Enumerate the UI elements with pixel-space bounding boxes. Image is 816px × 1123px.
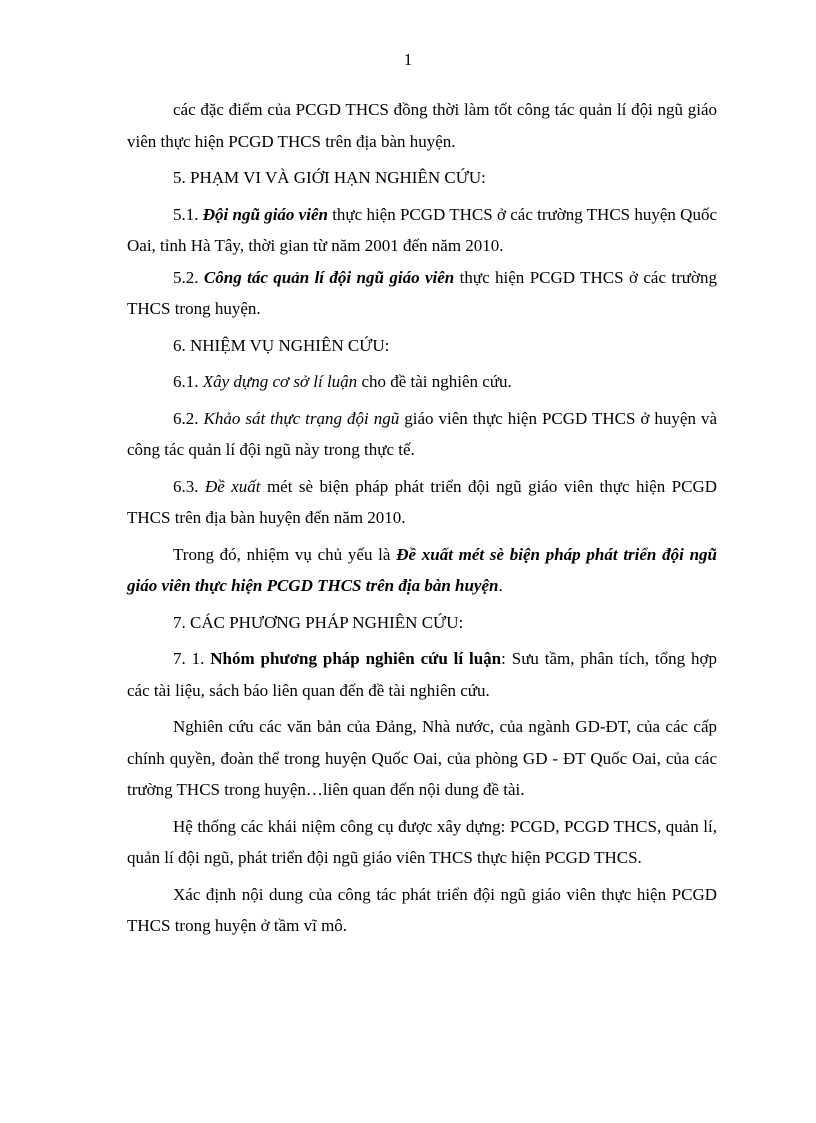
emphasis-5-2: Công tác quản lí đội ngũ giáo viên: [203, 267, 455, 287]
paragraph-main-task: Trong đó, nhiệm vụ chủ yếu là Đề xuất mét sè biện pháp phát triển đội ngũ giáo viên thực hiện PCGD THCS trên địa bàn huyện.: [127, 544, 717, 595]
paragraph-concepts: Hệ thống các khái niệm công cụ được xây dựng: PCGD, PCGD THCS, quản lí, quản lí đội ngũ, phát triển đội ngũ giáo viên THCS thực hiện PCGD THCS.: [127, 816, 717, 867]
heading-section-5: 5. PHẠM VI VÀ GIỚI HẠN NGHIÊN CỨU:: [173, 168, 486, 187]
paragraph-6-3: 6.3. Đề xuất mét sè biện pháp phát triển đội ngũ giáo viên thực hiện PCGD THCS trên địa bàn huyện đến năm 2010.: [127, 476, 718, 527]
emphasis-main-task: Đề xuất mét sè biện pháp phát triển đội ngũ giáo viên thực hiện PCGD THCS trên địa bàn huyện: [127, 544, 717, 595]
heading-section-7: 7. CÁC PHƯƠNG PHÁP NGHIÊN CỨU:: [173, 612, 464, 632]
paragraph-research-documents: Nghiên cứu các văn bản của Đảng, Nhà nước, của ngành GD-ĐT, của các cấp chính quyền, đoàn thể trong huyện Quốc Oai, của phòng GD - ĐT Quốc Oai, của các trường THCS trong huyện…liên quan đến nội dung đề tài.: [127, 717, 717, 799]
paragraph-5-1: 5.1. Đội ngũ giáo viên thực hiện PCGD THCS ở các trường THCS huyện Quốc Oai, tỉnh Hà Tây, thời gian từ năm 2001 đến năm 2010.: [127, 204, 718, 255]
emphasis-6-1: Xây dựng cơ sở lí luận: [202, 372, 358, 391]
page-number: 1: [403, 50, 413, 69]
page-body: [127, 94, 717, 947]
paragraph-6-1: 6.1. Xây dựng cơ sở lí luận cho đề tài nghiên cứu.: [173, 372, 512, 391]
emphasis-5-1: Đội ngũ giáo viên: [202, 204, 328, 224]
emphasis-6-3: Đề xuất: [204, 476, 261, 496]
paragraph-7-1: 7. 1. Nhóm phương pháp nghiên cứu lí luận: Sưu tầm, phân tích, tổng hợp các tài liệu, sách báo liên quan đến đề tài nghiên cứu.: [127, 649, 718, 700]
paragraph-intro: các đặc điểm của PCGD THCS đồng thời làm tốt công tác quản lí đội ngũ giáo viên thực hiện PCGD THCS trên địa bàn huyện.: [127, 100, 717, 151]
heading-section-6: 6. NHIỆM VỤ NGHIÊN CỨU:: [173, 335, 390, 355]
paragraph-5-2: 5.2. Công tác quản lí đội ngũ giáo viên thực hiện PCGD THCS ở các trường THCS trong huyện.: [127, 267, 718, 318]
emphasis-7-1: Nhóm phương pháp nghiên cứu lí luận: [210, 649, 502, 668]
emphasis-6-2: Khảo sát thực trạng đội ngũ: [203, 408, 400, 428]
paragraph-6-2: 6.2. Khảo sát thực trạng đội ngũ giáo viên thực hiện PCGD THCS ở huyện và công tác quản lí đội ngũ này trong thực tế.: [127, 408, 718, 459]
paragraph-content: Xác định nội dung của công tác phát triển đội ngũ giáo viên thực hiện PCGD THCS trong huyện ở tầm vĩ mô.: [127, 884, 717, 935]
